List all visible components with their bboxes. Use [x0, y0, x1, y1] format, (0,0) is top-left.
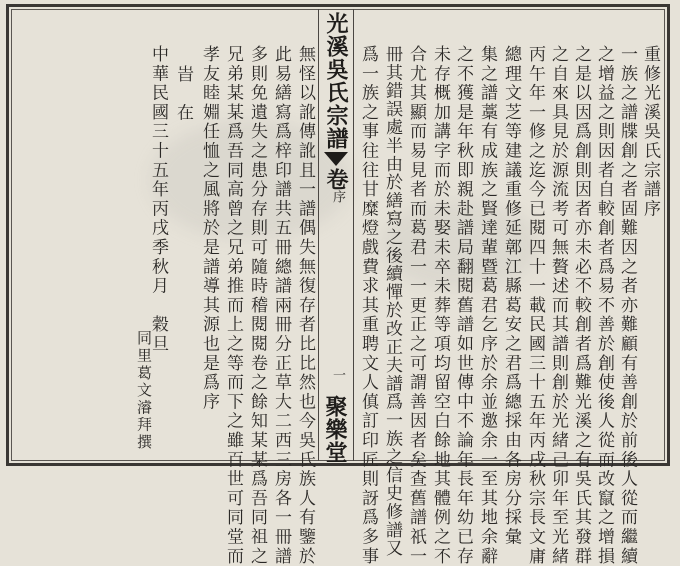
page-number: 一 — [330, 368, 345, 381]
text-column: 一族之譜牒創之者固難因之者亦難顧有善創於前後人從而繼續 — [617, 45, 637, 566]
text-column: 無怪以訛傳訛且一譜偶失無復存者比比然也今吳氏族人有鑒於 — [295, 45, 315, 566]
text-column: 之不獲是年秋即親赴譜局翻閱舊譜如世傳中不論年長年幼已存 — [453, 45, 473, 566]
text-column: 此易繕寫爲梓印譜共五冊總譜兩冊分正草大二西三房各一冊譜 — [271, 45, 291, 566]
volume-label: 卷 — [323, 168, 349, 191]
preface-title: 重修光溪吳氏宗譜序 — [640, 45, 660, 219]
fishtail-mark-icon — [324, 152, 348, 166]
text-column: 之是以因爲創則因者亦未必不較創者爲難光溪之有吳氏其發群 — [571, 45, 591, 566]
text-column: 丙午年一修之迄今已閱四十一載民國三十五年丙戌秋宗長文庸 — [525, 45, 545, 566]
text-column: 之自來具見於源流考可無贅述而其譜則創於光緒己卯年至光緒 — [548, 45, 568, 566]
date-line: 中華民國三十五年丙戌季秋月 穀旦 — [148, 45, 168, 354]
text-column: 合尤其顯而易見者而葛君一一更正之可謂善因者矣查舊譜祇一 — [406, 45, 426, 566]
section-label: 序 — [330, 190, 345, 203]
text-column: 兄弟某某爲吾同高曾之兄弟推而上之等而下之雖百世可同堂而 — [223, 45, 243, 566]
text-column: 冊其錯誤處半由於繕寫之後續憚於改正夫譜爲一族之信史修譜又 — [382, 45, 402, 558]
text-column: 孝友睦婣任恤之風將於是譜導其源也是爲序 — [199, 45, 219, 412]
book-title-text: 光溪吳氏宗譜 — [323, 12, 349, 150]
book-title — [321, 12, 352, 191]
text-column: 多則免遺失之患分存則可隨時稽閱閱卷之餘知某某爲吾同祖之 — [247, 45, 267, 566]
text-column: 未存概加講字而於未娶未卒未葬等項均留空白餘地其體例之不 — [430, 45, 450, 566]
hall-name: 聚樂堂 — [322, 395, 348, 464]
text-column: 總理文芝等建議重修延鄣江縣葛安之君爲總採由各房分採彙 — [501, 45, 521, 547]
author-signature: 同里葛文濬拜撰 — [135, 330, 153, 452]
text-column: 之增益之則因者自較創者爲易不善於創使後人從而改竄之增損 — [594, 45, 614, 566]
era-label: 旹 在 — [173, 65, 193, 123]
text-column: 集之譜藁有成族之賢達輩暨葛君乞序於余並邀余一至其地余辭 — [477, 45, 497, 566]
text-column: 爲一族之事往往甘糜燈戲費求其重聘文人傎訂印匠則訝爲多事 — [358, 45, 378, 566]
